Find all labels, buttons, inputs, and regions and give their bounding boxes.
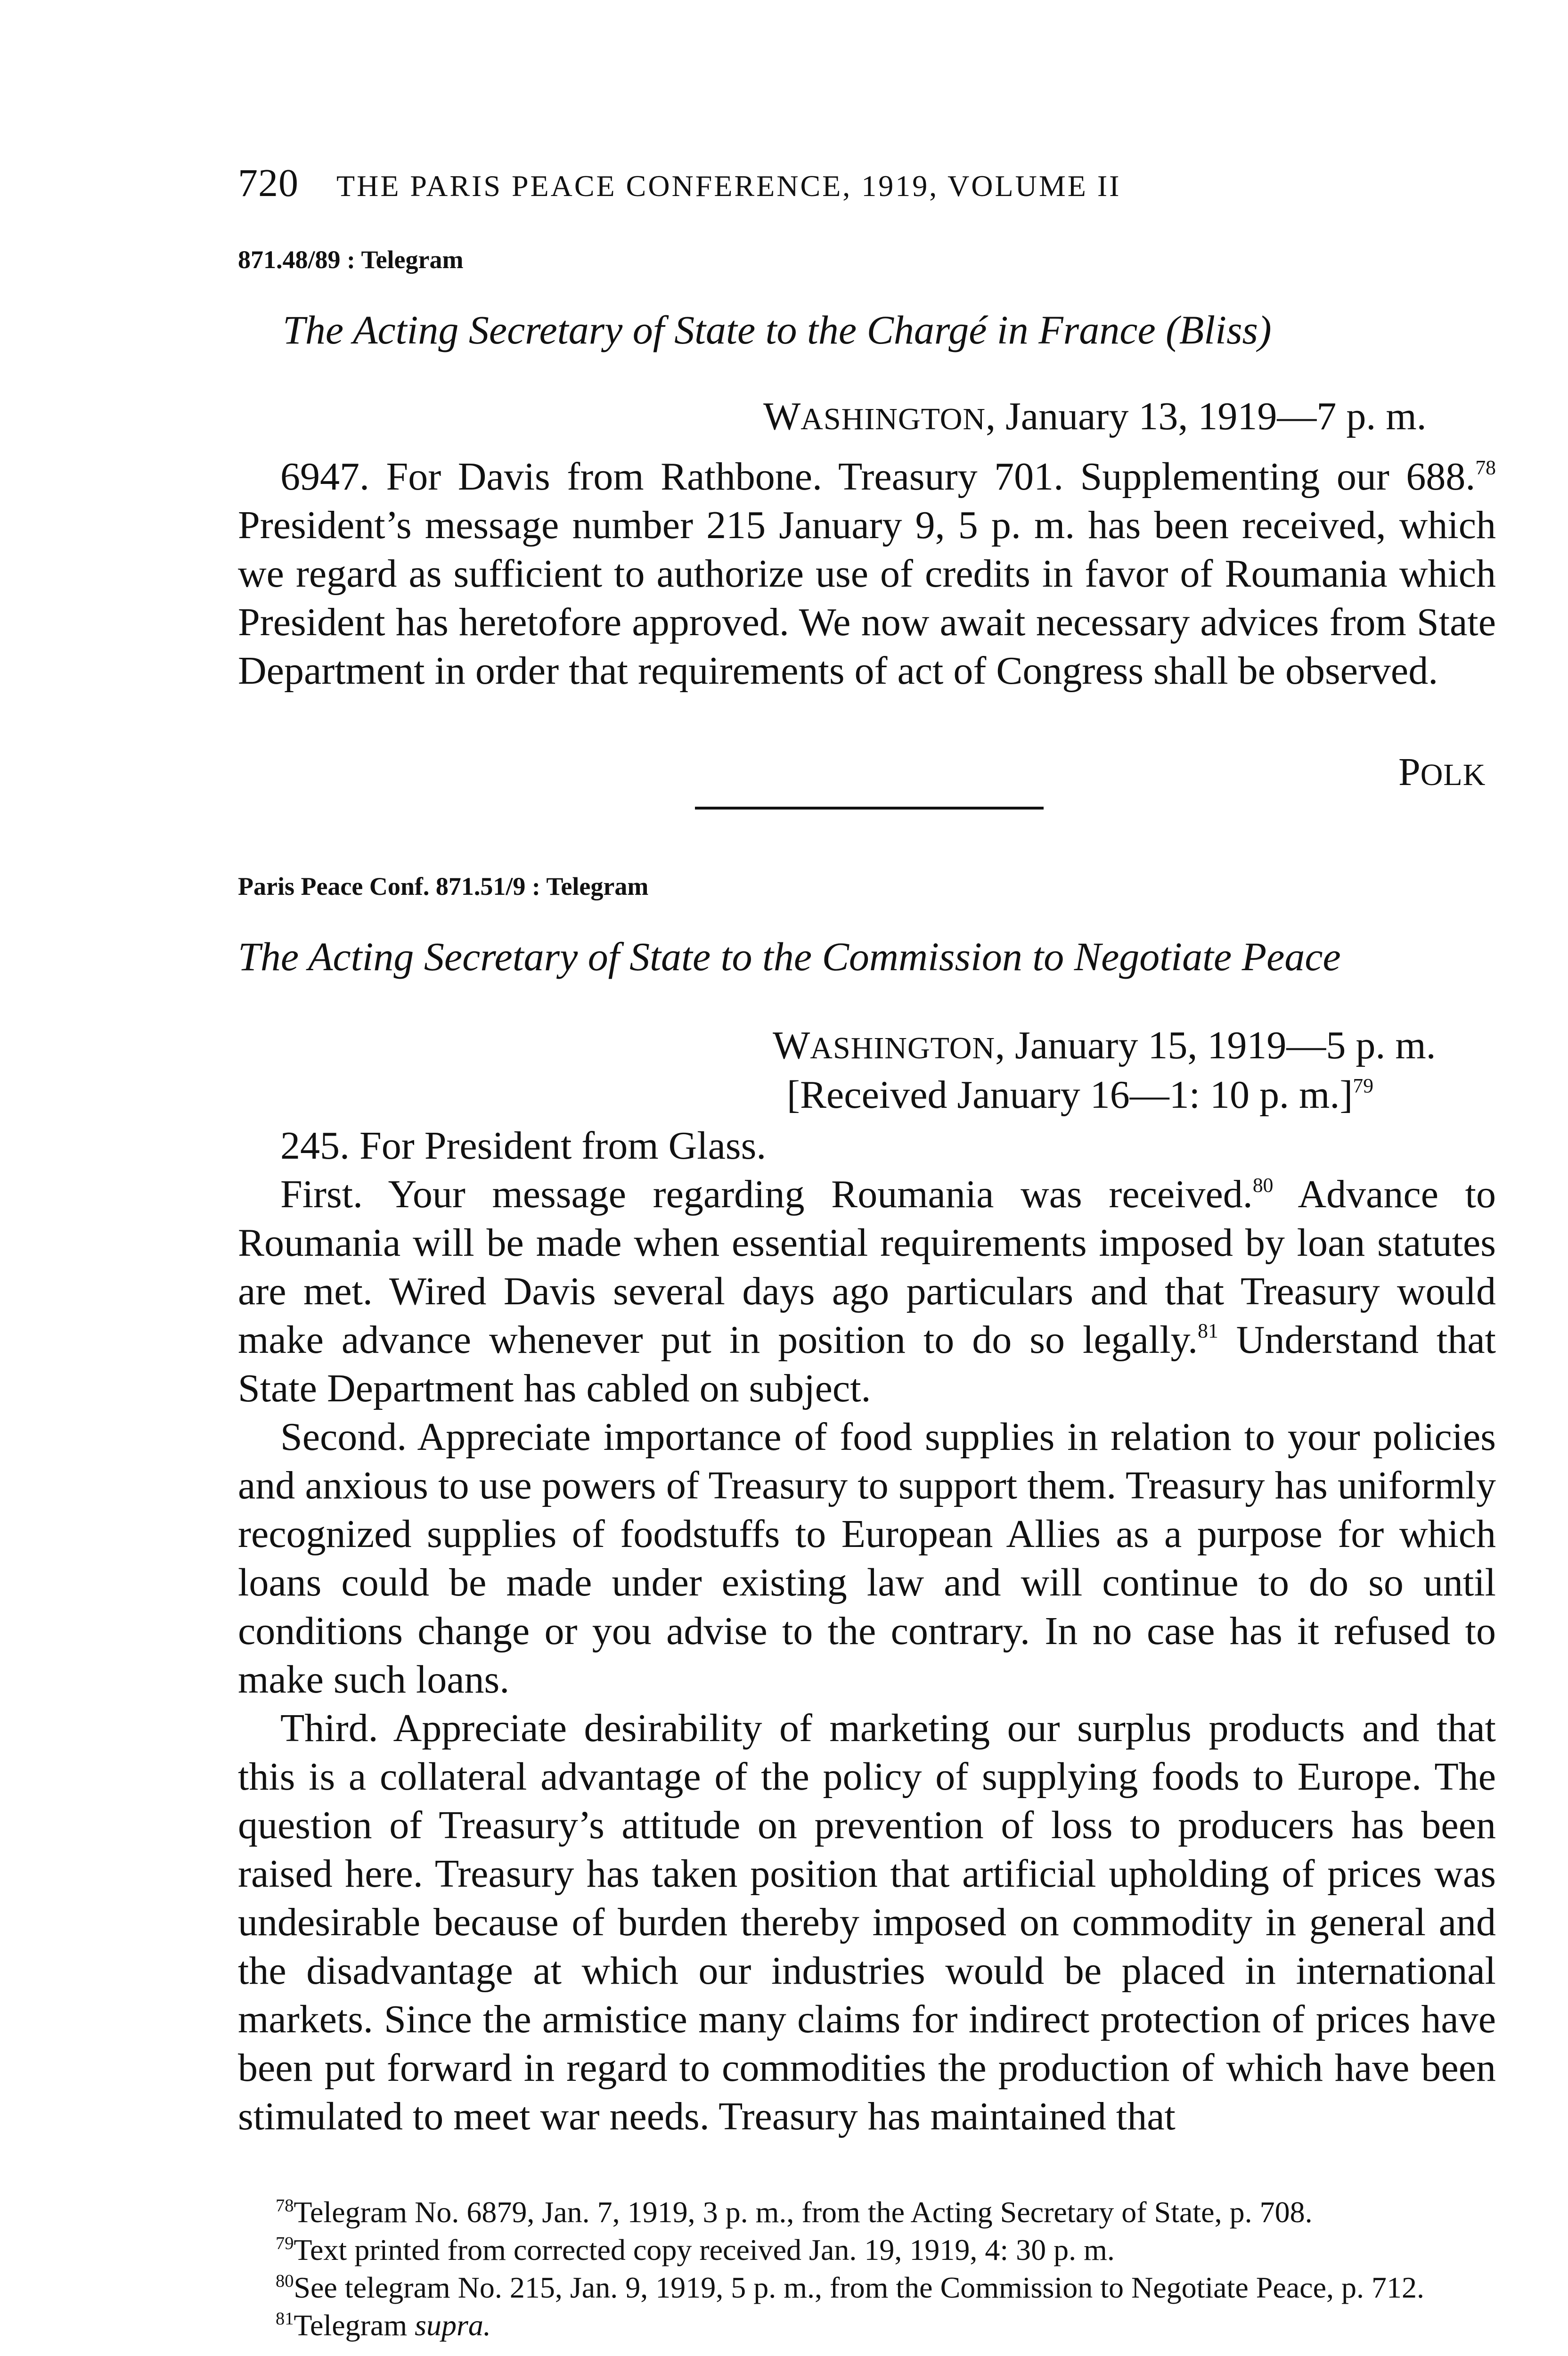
doc2-file-number: Paris Peace Conf. 871.51/9 : Telegram <box>238 872 649 900</box>
footnote-ref-80: 80 <box>1252 1174 1274 1197</box>
footnote-79 <box>238 2231 1496 2269</box>
doc1-date: , January 13, 1919—7 p. m. <box>986 394 1427 438</box>
doc1-dateline <box>763 393 1427 439</box>
footnote-text: See telegram No. 215, Jan. 9, 1919, 5 p. m., from the Commission to Negotiate Peace, p. 712. <box>294 2271 1424 2304</box>
doc2-place-initial: W <box>773 1023 810 1067</box>
doc2-first-part1: First. Your message regarding Roumania was received. <box>280 1172 1253 1216</box>
doc1-place-rest: ASHINGTON <box>800 402 986 436</box>
doc2-third-paragraph: Third. Appreciate desirability of marketing our surplus products and that this is a collateral advantage of the policy of supplying foods to Europe. The question of Treasury’s attitude on prevention of loss to producers has been raised here. Treasury has taken position that artificial upholding of prices was undesirable because of burden thereby imposed on commodity in general and the disadvantage at which our industries would be placed in international markets. Since the armistice many claims for indirect protection of prices have been put forward in regard to commodities the production of which have been stimulated to meet war needs. Treasury has maintained that <box>238 1706 1496 2138</box>
doc2-first-part2: Advance to Roumania will be made when essential requirements imposed by loan statutes are met. Wired Davis several days ago particulars and that Treasury would make advance whenever put in position to do so legally. <box>238 1172 1496 1362</box>
doc1-place-initial: W <box>763 394 801 438</box>
running-title: THE PARIS PEACE CONFERENCE, 1919, VOLUME II <box>336 169 1121 203</box>
doc1-body <box>238 452 1496 695</box>
doc2-first-paragraph <box>238 1170 1496 1413</box>
footnote-text: Telegram No. 6879, Jan. 7, 1919, 3 p. m., from the Acting Secretary of State, p. 708. <box>294 2195 1313 2229</box>
doc2-received-note <box>787 1072 1373 1118</box>
footnote-italic-text: supra. <box>415 2308 491 2342</box>
footnote-text: Text printed from corrected copy received Jan. 19, 1919, 4: 30 p. m. <box>294 2233 1115 2266</box>
doc2-opening: 245. For President from Glass. <box>280 1124 767 1168</box>
footnote-78 <box>238 2193 1496 2231</box>
footnote-ref-81: 81 <box>1198 1319 1218 1342</box>
doc1-signature <box>1398 749 1486 795</box>
footnote-mark: 81 <box>276 2308 294 2329</box>
section-divider <box>695 807 1044 810</box>
footnote-mark: 78 <box>276 2195 294 2216</box>
doc2-first-part3: Understand that State Department has cabled on subject. <box>238 1318 1496 1410</box>
doc2-dateline <box>773 1023 1436 1068</box>
doc1-para-part2: President’s message number 215 January 9, 5 p. m. has been received, which we regard as sufficient to authorize use of credits in favor of Roumania which President has heretofore approved. We now await necessary advices from State Department in order that requirements of act of Congress shall be observed. <box>238 503 1496 693</box>
doc1-para-part1: 6947. For Davis from Rathbone. Treasury 701. Supplementing our 688. <box>280 455 1476 499</box>
doc2-received: [Received January 16—1: 10 p. m.] <box>787 1073 1353 1117</box>
doc2-title: The Acting Secretary of State to the Commission to Negotiate Peace <box>238 934 1341 979</box>
doc1-signature-rest: OLK <box>1420 758 1486 792</box>
footnote-ref-78: 78 <box>1475 456 1496 479</box>
doc1-title: The Acting Secretary of State to the Chargé in France (Bliss) <box>283 307 1272 352</box>
doc2-place-rest: ASHINGTON <box>810 1031 996 1065</box>
footnote-ref-79: 79 <box>1353 1074 1374 1097</box>
doc1-paragraph <box>238 452 1496 695</box>
page-number: 720 <box>238 161 299 205</box>
doc1-signature-initial: P <box>1398 750 1421 794</box>
footnote-mark: 79 <box>276 2233 294 2253</box>
running-header <box>238 160 1121 206</box>
footnotes <box>238 2193 1496 2344</box>
doc1-file-number: 871.48/89 : Telegram <box>238 245 464 274</box>
footnote-80 <box>238 2269 1496 2307</box>
footnote-text: Telegram <box>294 2308 415 2342</box>
doc2-date: , January 15, 1919—5 p. m. <box>995 1023 1436 1067</box>
footnote-mark: 80 <box>276 2271 294 2291</box>
doc2-body <box>238 1121 1496 2141</box>
footnote-81 <box>238 2307 1496 2344</box>
doc2-second-paragraph: Second. Appreciate importance of food supplies in relation to your policies and anxious to use powers of Treasury to support them. Treasury has uniformly recognized supplies of foodstuffs to European Allies as a purpose for which loans could be made under existing law and will continue to do so until conditions change or you advise to the contrary. In no case has it refused to make such loans. <box>238 1415 1496 1702</box>
